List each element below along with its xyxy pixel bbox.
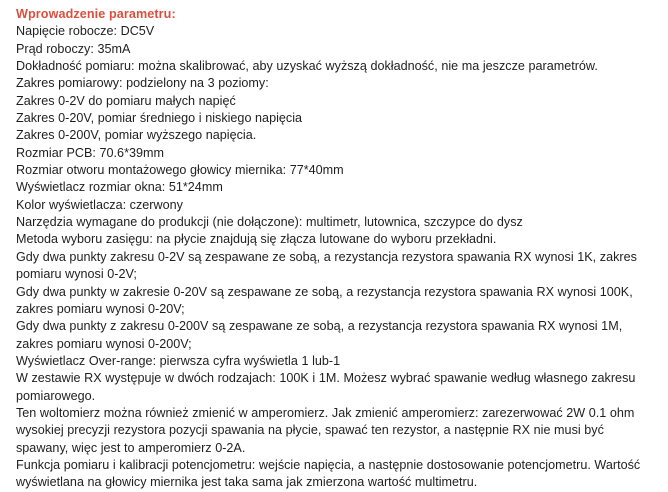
page-title: Wprowadzenie parametru: [16, 7, 176, 21]
spec-line: Metoda wyboru zasięgu: na płycie znajdują się złącza lutowane do wyboru przekładni. [16, 232, 497, 247]
spec-line: Zakres 0-20V, pomiar średniego i niskiego napięcia [16, 111, 303, 126]
spec-line: Funkcja pomiaru i kalibracji potencjometru: wejście napięcia, a następnie dostosowanie potencjometru. Wartość wyświetlana na głowicy miernika jest taka sama jak zmierzona wartość multimetru. [16, 457, 641, 490]
spec-line: Prąd roboczy: 35mA [16, 41, 131, 56]
spec-line: Zakres 0-2V do pomiaru małych napięć [16, 93, 236, 108]
spec-line: Gdy dwa punkty z zakresu 0-200V są zespawane ze sobą, a rezystancja rezystora spawania RX wynosi 1M, zakres pomiaru wynosi 0-200V; [16, 319, 623, 351]
spec-line: Napięcie robocze: DC5V [16, 24, 155, 39]
spec-line: Zakres 0-200V, pomiar wyższego napięcia. [16, 128, 257, 143]
spec-line: Narzędzia wymagane do produkcji (nie dołączone): multimetr, lutownica, szczypce do dysz [16, 215, 523, 230]
spec-line: Wyświetlacz Over-range: pierwsza cyfra wyświetla 1 lub-1 [16, 353, 341, 368]
spec-line: Zakres pomiarowy: podzielony na 3 poziomy: [16, 76, 269, 91]
spec-line: Rozmiar PCB: 70.6*39mm [16, 145, 164, 160]
spec-line: Rozmiar otworu montażowego głowicy miernika: 77*40mm [16, 163, 344, 178]
spec-line: Kolor wyświetlacza: czerwony [16, 197, 183, 212]
spec-line: Gdy dwa punkty w zakresie 0-20V są zespawane ze sobą, a rezystancja rezystora spawania RX wynosi 100K, zakres pomiaru wynosi 0-20V; [16, 284, 633, 316]
spec-line: Gdy dwa punkty zakresu 0-2V są zespawane ze sobą, a rezystancja rezystora spawania RX wynosi 1K, zakres pomiaru wynosi 0-2V; [16, 249, 637, 282]
spec-line: Dokładność pomiaru: można skalibrować, aby uzyskać wyższą dokładność, nie ma jeszcze parametrów. [16, 59, 598, 74]
spec-line: W zestawie RX występuje w dwóch rodzajach: 100K i 1M. Możesz wybrać spawanie według własnego zakresu pomiarowego. [16, 371, 636, 403]
spec-line: Ten woltomierz można również zmienić w amperomierz. Jak zmienić amperomierz: zarezerwować 2W 0.1 ohm wysokiej precyzji rezystora pozycji spawania na płycie, spawać ten rezystor, a następnie RX nie musi być spawany, więc jest to amperomierz 0-2A. [16, 405, 635, 455]
specification-line-list [16, 23, 660, 491]
spec-line: Wyświetlacz rozmiar okna: 51*24mm [16, 180, 223, 195]
